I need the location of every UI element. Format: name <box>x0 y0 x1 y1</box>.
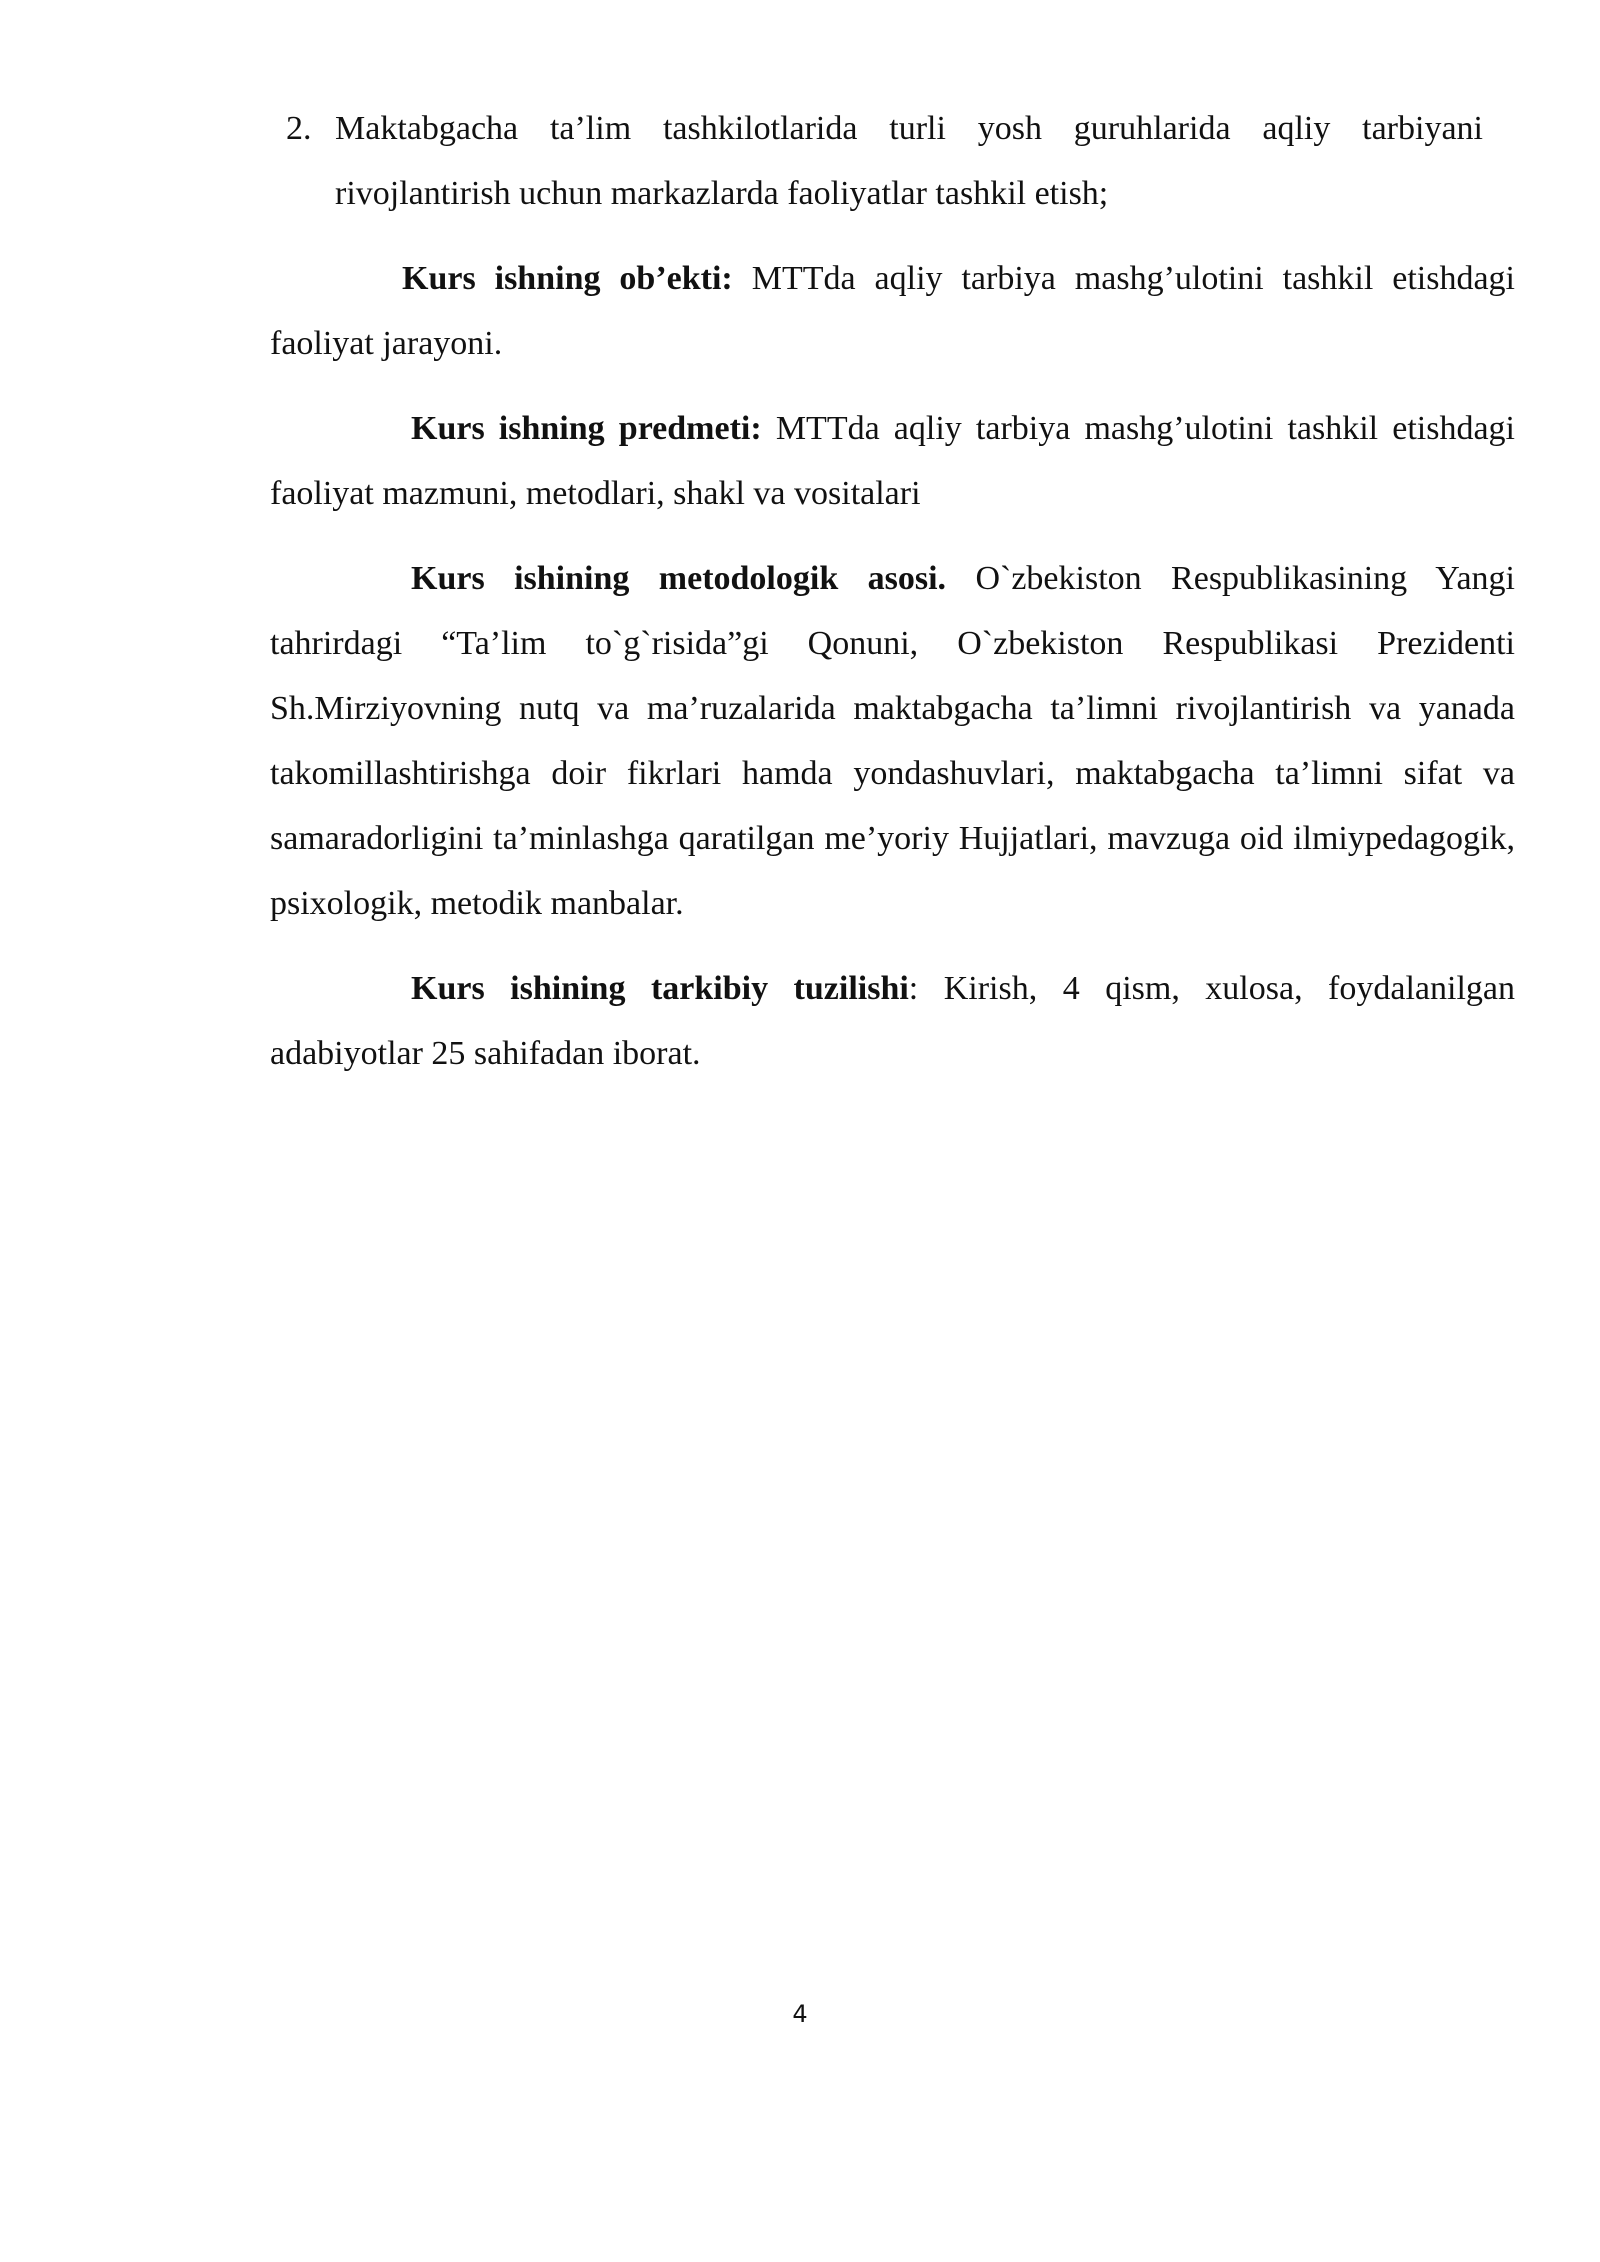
course-subject-label: Kurs ishning predmeti: <box>411 410 762 447</box>
list-item-text: Maktabgacha ta’lim tashkilotlarida turli yosh guruhlarida aqliy tarbiyani rivojlantirish uchun markazlarda faoliyatlar tashkil etish; <box>335 110 1483 212</box>
course-structure-label: Kurs ishining tarkibiy tuzilishi <box>411 970 909 1007</box>
list-item <box>270 96 1483 226</box>
course-methodology-label: Kurs ishining metodologik asosi. <box>411 560 947 597</box>
course-structure-text: : Kirish, 4 qism, xulosa, foydalanilgan adabiyotlar 25 sahifadan iborat. <box>270 970 1515 1072</box>
course-methodology-paragraph <box>270 546 1515 936</box>
course-structure-paragraph <box>270 956 1515 1086</box>
document-page <box>270 96 1515 1106</box>
course-object-text: MTTda aqliy tarbiya mashg’ulotini tashkil etishdagi faoliyat jarayoni. <box>270 260 1516 362</box>
course-subject-text: MTTda aqliy tarbiya mashg’ulotini tashkil etishdagi faoliyat mazmuni, metodlari, shakl va vositalari <box>270 410 1516 512</box>
course-subject-paragraph <box>270 396 1515 526</box>
page-number: 4 <box>792 2000 808 2028</box>
course-object-label: Kurs ishning ob’ekti: <box>402 260 733 297</box>
course-methodology-text: O`zbekiston Respublikasining Yangi tahrirdagi “Ta’lim to`g`risida”gi Qonuni, O`zbekiston Respublikasi Prezidenti Sh.Mirziyovning nutq va ma’ruzalarida maktabgacha ta’limni rivojlantirish va yanada takomillashtirishga doir fikrlari hamda yondashuvlari, maktabgacha ta’limni sifat va samaradorligini ta’minlashga qaratilgan me’yoriy Hujjatlari, mavzuga oid ilmiypedagogik, psixologik, metodik manbalar. <box>270 560 1515 922</box>
list-item-number: 2. <box>286 110 312 147</box>
course-object-paragraph <box>270 246 1515 376</box>
